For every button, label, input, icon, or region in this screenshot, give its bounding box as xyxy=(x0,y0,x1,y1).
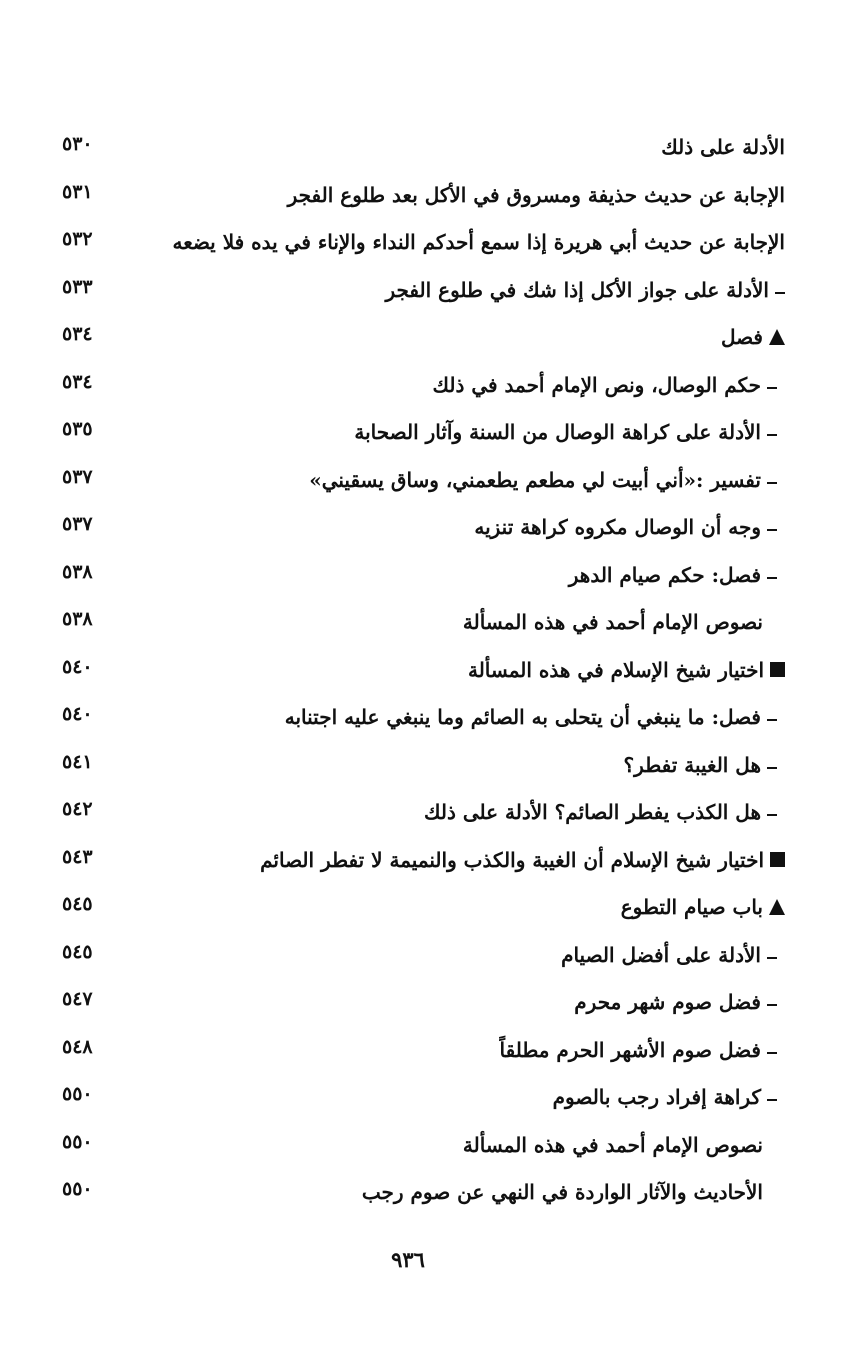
toc-entry xyxy=(40,1078,785,1126)
toc-entry-title-group xyxy=(385,275,785,305)
square-marker-icon xyxy=(770,662,785,677)
dash-marker-icon xyxy=(767,814,777,816)
dash-marker-icon xyxy=(767,1052,777,1054)
toc-entry xyxy=(40,366,785,414)
toc-entry-page-number: ٥٣٤ xyxy=(62,323,93,345)
toc-entry-title-group xyxy=(624,750,777,780)
toc-entry-page-number: ٥٤٥ xyxy=(62,940,93,963)
toc-entry-title: وجه أن الوصال مكروه كراهة تنزيه xyxy=(474,515,761,539)
toc-entry-page-number: ٥٤١ xyxy=(62,750,93,773)
toc-entry-title-group xyxy=(474,512,777,542)
toc-entry-title-group xyxy=(433,370,778,400)
toc-entry-page-number: ٥٥٠ xyxy=(62,1083,93,1105)
toc-entry-title: الأدلة على جواز الأكل إذا شك في طلوع الفجر xyxy=(385,277,769,302)
triangle-marker-icon xyxy=(769,899,785,915)
toc-entry xyxy=(40,1031,785,1079)
dash-marker-icon xyxy=(767,387,777,389)
toc-entry xyxy=(40,888,785,936)
toc-entry-page-number: ٥٣٤ xyxy=(62,370,93,393)
toc-entry-title: فصل: حكم صيام الدهر xyxy=(568,562,761,587)
toc-entry-title: كراهة إفراد رجب بالصوم xyxy=(552,1085,761,1109)
toc-entry-title-group xyxy=(172,227,785,257)
dash-marker-icon xyxy=(767,434,777,436)
page-number-footer: ٩٣٦ xyxy=(391,1247,425,1272)
toc-entry-title: الأحاديث والآثار الواردة في النهي عن صوم رجب xyxy=(361,1180,763,1204)
toc-entry-title: هل الكذب يفطر الصائم؟ الأدلة على ذلك xyxy=(424,800,761,824)
toc-entry-page-number: ٥٤٣ xyxy=(62,845,93,868)
dash-marker-icon xyxy=(767,1099,777,1101)
toc-entry-title: باب صيام التطوع xyxy=(620,895,763,919)
toc-entry-title: فضل صوم شهر محرم xyxy=(574,990,761,1014)
toc-entry xyxy=(40,651,785,699)
toc-entry-title-group xyxy=(621,892,785,922)
toc-entry-title: الأدلة على كراهة الوصال من السنة وآثار الصحابة xyxy=(354,420,761,444)
toc-entry-page-number: ٥٤٧ xyxy=(62,988,93,1010)
toc-entry-page-number: ٥٣٥ xyxy=(62,418,93,440)
toc-entry-title-group xyxy=(288,180,785,210)
toc-entry xyxy=(40,698,785,746)
toc-entry-page-number: ٥٣١ xyxy=(62,180,93,203)
toc-entry-title-group xyxy=(362,1177,763,1207)
triangle-marker-icon xyxy=(769,329,785,345)
toc-entry xyxy=(40,508,785,556)
toc-entry-page-number: ٥٤٢ xyxy=(62,798,93,820)
toc-entry-title-group xyxy=(463,1130,763,1160)
toc-entry-page-number: ٥٣٣ xyxy=(62,275,93,298)
toc-entry-title: اختيار شيخ الإسلام أن الغيبة والكذب والنميمة لا تفطر الصائم xyxy=(260,847,764,872)
toc-entry xyxy=(40,318,785,366)
dash-marker-icon xyxy=(767,767,777,769)
toc-entry-title: فضل صوم الأشهر الحرم مطلقاً xyxy=(499,1037,761,1062)
toc-entry xyxy=(40,271,785,319)
toc-entry xyxy=(40,176,785,224)
toc-entry-title: نصوص الإمام أحمد في هذه المسألة xyxy=(462,610,763,634)
toc-entry xyxy=(40,223,785,271)
toc-entry-title-group xyxy=(499,1035,777,1065)
dash-marker-icon xyxy=(767,1004,777,1006)
toc-entry-title-group xyxy=(468,655,785,685)
toc-entry-title: الأدلة على أفضل الصيام xyxy=(561,942,761,967)
dash-marker-icon xyxy=(767,719,777,721)
toc-entry-page-number: ٥٣٨ xyxy=(62,560,93,583)
toc-entry-title: اختيار شيخ الإسلام في هذه المسألة xyxy=(467,657,764,682)
toc-entry-page-number: ٥٣٨ xyxy=(62,608,93,630)
dash-marker-icon xyxy=(767,529,777,531)
toc-entry-title: تفسير :«أني أبيت لي مطعم يطعمني، وساق يسقيني» xyxy=(309,467,761,492)
toc-entry-page-number: ٥٤٠ xyxy=(62,703,93,725)
toc-entry-title-group xyxy=(260,845,785,875)
toc-entry-title: الإجابة عن حديث أبي هريرة إذا سمع أحدكم النداء والإناء في يده فلا يضعه xyxy=(172,230,785,254)
toc-entry-page-number: ٥٥٠ xyxy=(62,1130,93,1153)
dash-marker-icon xyxy=(775,292,785,294)
toc-entry-page-number: ٥٣٠ xyxy=(62,133,93,155)
toc-entry-title: هل الغيبة تفطر؟ xyxy=(623,752,761,777)
dash-marker-icon xyxy=(767,577,777,579)
table-of-contents xyxy=(40,128,785,1221)
toc-entry xyxy=(40,461,785,509)
dash-marker-icon xyxy=(767,482,777,484)
toc-entry-page-number: ٥٤٨ xyxy=(62,1035,93,1058)
toc-entry xyxy=(40,128,785,176)
toc-entry xyxy=(40,556,785,604)
toc-entry-title-group xyxy=(424,797,777,827)
toc-entry xyxy=(40,603,785,651)
toc-entry xyxy=(40,413,785,461)
toc-entry-title-group xyxy=(553,1082,777,1112)
toc-entry-title-group xyxy=(569,560,777,590)
dash-marker-icon xyxy=(767,957,777,959)
toc-entry-title: الإجابة عن حديث حذيفة ومسروق في الأكل بعد طلوع الفجر xyxy=(287,182,785,207)
toc-entry-title-group xyxy=(721,322,785,352)
toc-entry-page-number: ٥٣٢ xyxy=(62,228,93,250)
toc-entry xyxy=(40,793,785,841)
square-marker-icon xyxy=(770,852,785,867)
toc-entry-title-group xyxy=(354,417,777,447)
toc-entry-title: فصل xyxy=(720,325,763,349)
toc-entry-title-group xyxy=(285,702,777,732)
toc-entry-title: فصل: ما ينبغي أن يتحلى به الصائم وما ينبغي عليه اجتنابه xyxy=(284,705,761,729)
toc-entry-page-number: ٥٥٠ xyxy=(62,1178,93,1200)
toc-entry-title-group xyxy=(661,132,785,162)
toc-entry-page-number: ٥٣٧ xyxy=(62,465,93,488)
toc-entry xyxy=(40,1173,785,1221)
toc-entry xyxy=(40,1126,785,1174)
toc-entry-title-group xyxy=(309,465,777,495)
toc-entry-title-group xyxy=(574,987,777,1017)
toc-entry xyxy=(40,983,785,1031)
toc-entry-title: حكم الوصال، ونص الإمام أحمد في ذلك xyxy=(432,372,761,397)
toc-entry-page-number: ٥٤٥ xyxy=(62,893,93,915)
toc-entry-page-number: ٥٤٠ xyxy=(62,655,93,678)
toc-entry-title: الأدلة على ذلك xyxy=(661,135,785,159)
toc-entry-page-number: ٥٣٧ xyxy=(62,513,93,535)
toc-entry-title-group xyxy=(561,940,777,970)
toc-entry-title-group xyxy=(463,607,763,637)
toc-entry xyxy=(40,746,785,794)
toc-entry xyxy=(40,936,785,984)
toc-entry-title: نصوص الإمام أحمد في هذه المسألة xyxy=(462,1132,763,1157)
toc-entry xyxy=(40,841,785,889)
